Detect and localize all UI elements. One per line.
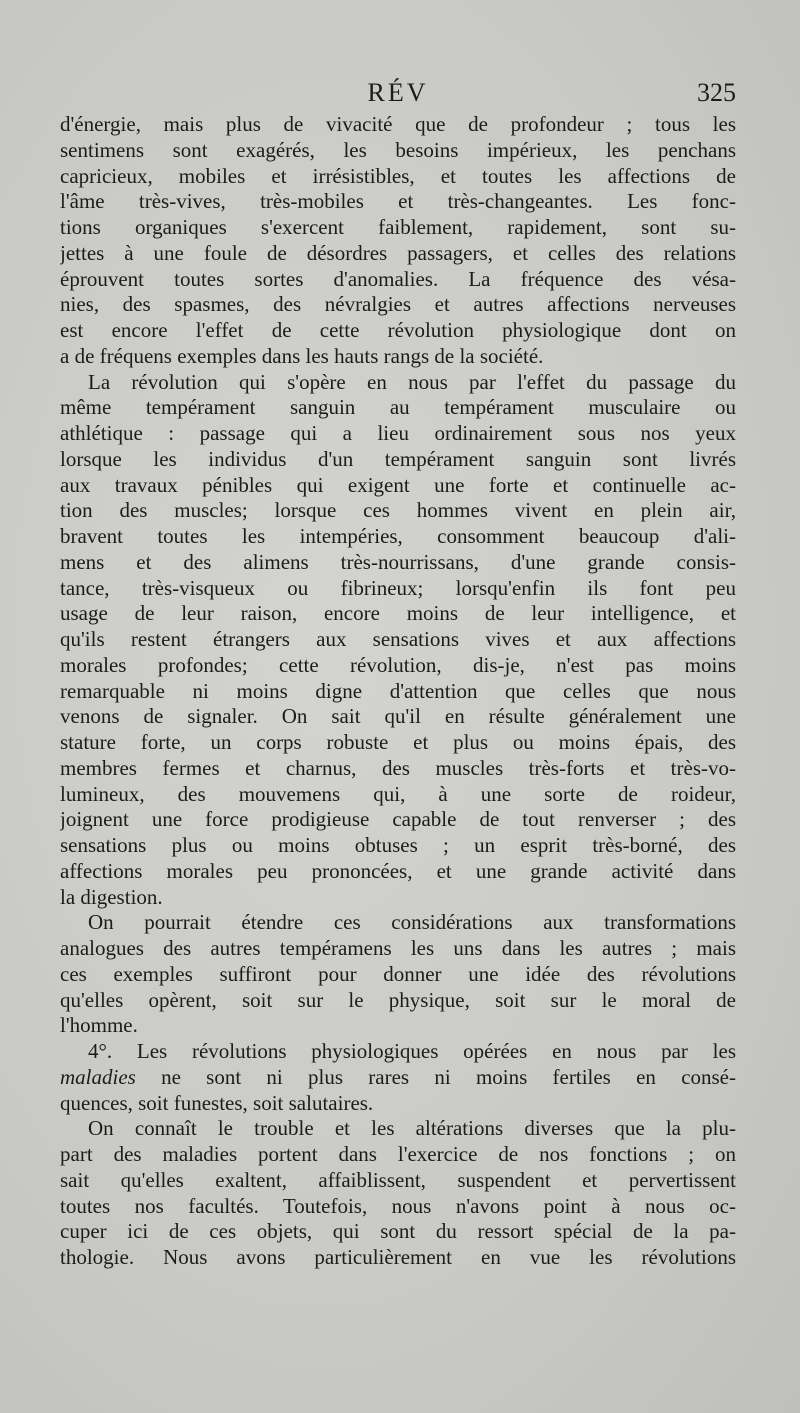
text-line <box>60 1065 736 1091</box>
text-line: On connaît le trouble et les altérations diverses que la plu- <box>88 1116 736 1141</box>
text-line: a de fréquens exemples dans les hauts rangs de la société. <box>60 343 544 368</box>
text-line: d'énergie, mais plus de vivacité que de profondeur ; tous les <box>60 112 736 136</box>
text-line: sensations plus ou moins obtuses ; un esprit très-borné, des <box>60 833 736 857</box>
page-header <box>60 78 736 114</box>
text-line: même tempérament sanguin au tempérament musculaire ou <box>60 395 736 420</box>
text-line: jettes à une foule de désordres passagers, et celles des relations <box>60 240 736 265</box>
text-line: sentimens sont exagérés, les besoins impérieux, les penchans <box>60 137 736 162</box>
text-line: On pourrait étendre ces considérations aux transformations <box>88 910 736 935</box>
text-line: stature forte, un corps robuste et plus ou moins épais, des <box>60 730 736 754</box>
text-line: ces exemples suffiront pour donner une idée des révolutions <box>60 961 736 986</box>
running-head: RÉV <box>367 78 429 107</box>
text-line: aux travaux pénibles qui exigent une forte et continuelle ac- <box>60 472 736 497</box>
text-line: 4°. Les révolutions physiologiques opérées en nous par les <box>88 1039 736 1063</box>
text-line: la digestion. <box>60 884 163 909</box>
text-line: l'homme. <box>60 1013 138 1038</box>
text-line: lorsque les individus d'un tempérament sanguin sont livrés <box>60 446 736 471</box>
text-line: cuper ici de ces objets, qui sont du ressort spécial de la pa- <box>60 1219 736 1244</box>
text-line: est encore l'effet de cette révolution physiologique dont on <box>60 318 736 342</box>
line-text: ne sont ni plus rares ni moins fertiles en consé- <box>135 1064 736 1089</box>
text-line: athlétique : passage qui a lieu ordinairement sous nos yeux <box>60 421 736 445</box>
text-line: analogues des autres tempéramens les uns dans les autres ; mais <box>60 936 736 960</box>
text-line: affections morales peu prononcées, et une grande activité dans <box>60 858 736 883</box>
text-line: lumineux, des mouvemens qui, à une sorte de roideur, <box>60 781 736 806</box>
text-line: quences, soit funestes, soit salutaires. <box>60 1090 374 1115</box>
italic-word: maladies <box>60 1064 136 1089</box>
text-line: tions organiques s'exercent faiblement, rapidement, sont su- <box>60 215 736 239</box>
page-number: 325 <box>697 78 736 107</box>
text-line: qu'ils restent étrangers aux sensations vives et aux affections <box>60 627 736 651</box>
text-line: thologie. Nous avons particulièrement en vue les révolutions <box>60 1245 736 1269</box>
text-line: tion des muscles; lorsque ces hommes vivent en plein air, <box>60 498 736 523</box>
text-line: tance, très-visqueux ou fibrineux; lorsqu'enfin ils font peu <box>60 575 736 600</box>
text-line: bravent toutes les intempéries, consomment beaucoup d'ali- <box>60 524 736 548</box>
text-line: La révolution qui s'opère en nous par l'effet du passage du <box>88 369 736 394</box>
text-line: joignent une force prodigieuse capable de tout renverser ; des <box>60 807 736 832</box>
text-line: remarquable ni moins digne d'attention que celles que nous <box>60 678 736 703</box>
text-line: membres fermes et charnus, des muscles très-forts et très-vo- <box>60 755 736 780</box>
text-line: mens et des alimens très-nourrissans, d'une grande consis- <box>60 549 736 574</box>
text-line: toutes nos facultés. Toutefois, nous n'avons point à nous oc- <box>60 1193 736 1218</box>
text-line: nies, des spasmes, des névralgies et autres affections nerveuses <box>60 292 736 317</box>
text-line: morales profondes; cette révolution, dis-je, n'est pas moins <box>60 652 736 677</box>
text-line: part des maladies portent dans l'exercice de nos fonctions ; on <box>60 1142 736 1166</box>
text-line: qu'elles opèrent, soit sur le physique, soit sur le moral de <box>60 987 736 1012</box>
text-line: capricieux, mobiles et irrésistibles, et toutes les affections de <box>60 163 736 188</box>
text-line: usage de leur raison, encore moins de leur intelligence, et <box>60 601 736 626</box>
text-line: sait qu'elles exaltent, affaiblissent, suspendent et pervertissent <box>60 1167 736 1192</box>
page-body-text <box>60 112 736 1271</box>
text-line: éprouvent toutes sortes d'anomalies. La fréquence des vésa- <box>60 266 736 291</box>
text-line: l'âme très-vives, très-mobiles et très-changeantes. Les fonc- <box>60 189 736 214</box>
text-line: venons de signaler. On sait qu'il en résulte généralement une <box>60 704 736 729</box>
